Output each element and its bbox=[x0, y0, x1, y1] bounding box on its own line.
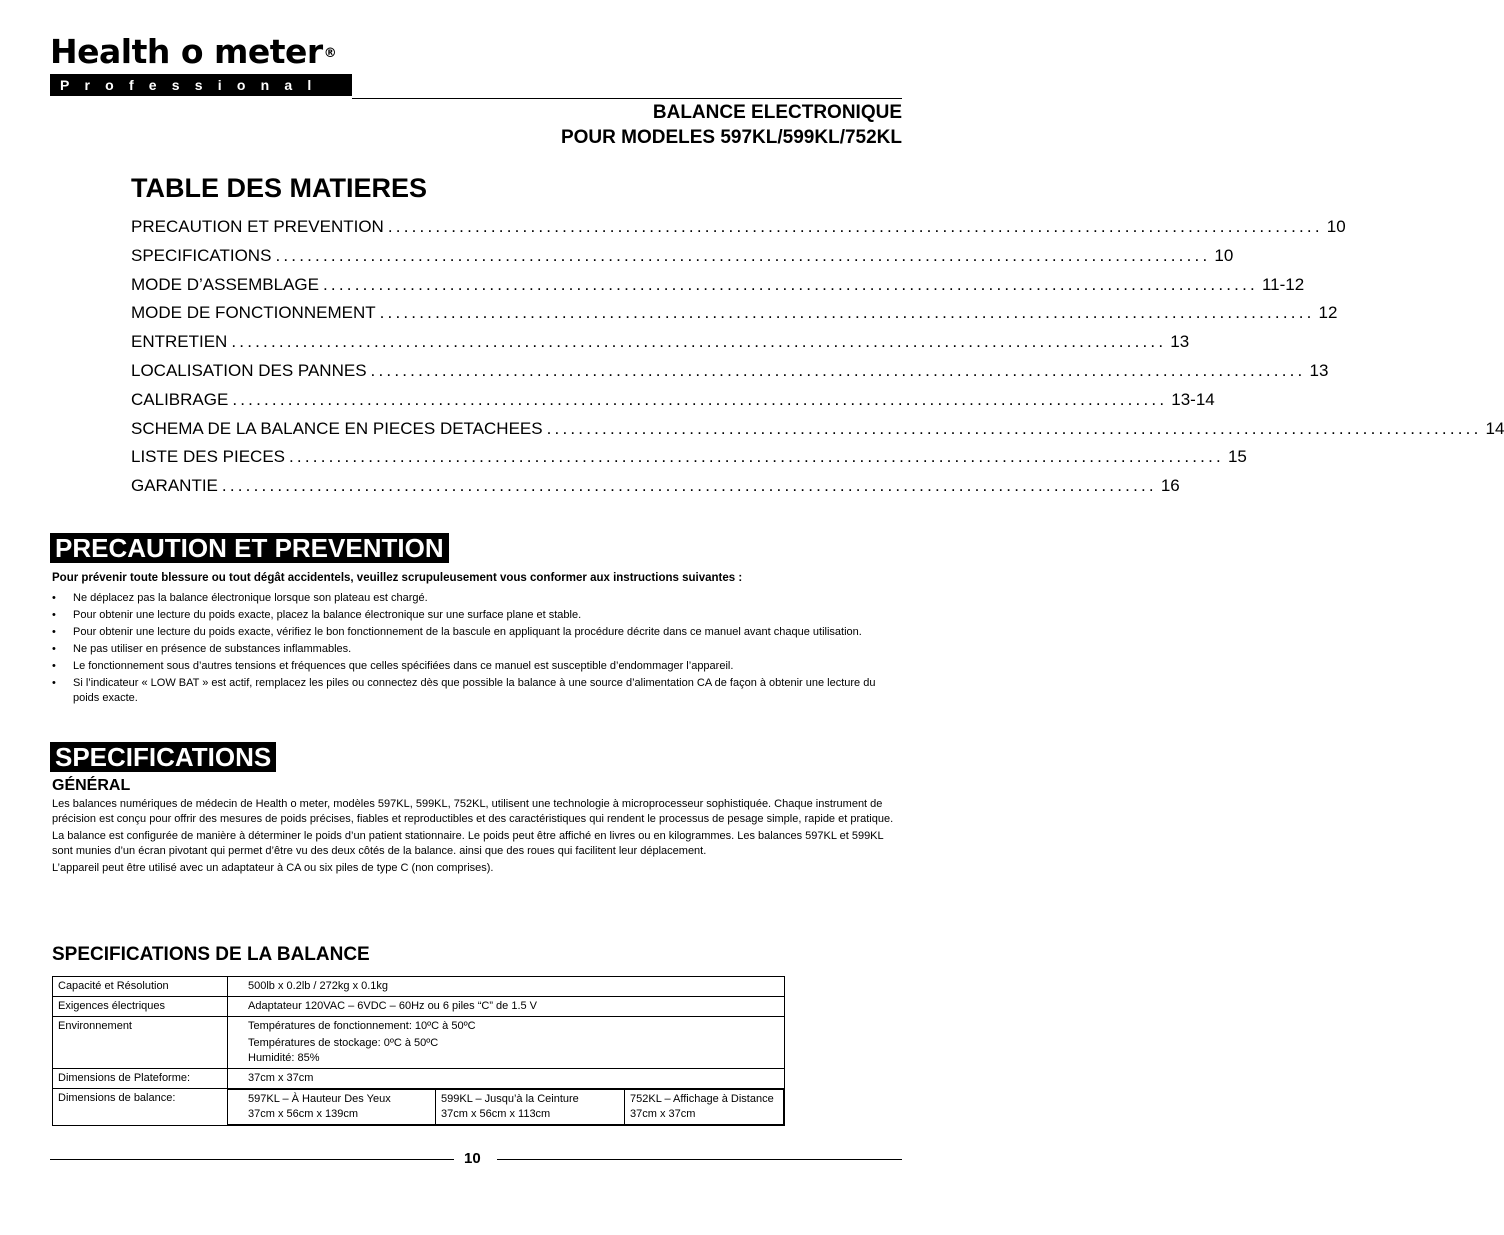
model-dims: 37cm x 37cm bbox=[630, 1108, 696, 1120]
table-row bbox=[53, 1089, 785, 1126]
specifications-banner: SPECIFICATIONS bbox=[50, 742, 276, 772]
precaution-list bbox=[52, 591, 902, 708]
general-paragraph: Les balances numériques de médecin de Health o meter, modèles 597KL, 599KL, 752KL, utilisent une technologie à microprocesseur sophistiquée. Chaque instrument de précision est conçu pour offrir des mesures de poids précises, fiables et reproductibles et des caractéristiques qui rendent le processus de pesage simple, rapide et pratique. bbox=[52, 798, 894, 826]
precaution-item: • Pour obtenir une lecture du poids exacte, placez la balance électronique sur une surface plane et stable. bbox=[52, 608, 902, 623]
env-operating: Températures de fonctionnement: 10ºC à 50ºC bbox=[248, 1020, 476, 1032]
toc-leader-dots: ...................................................................................................................... bbox=[379, 303, 1315, 323]
spec-label: Dimensions de balance: bbox=[53, 1089, 228, 1126]
toc-entry[interactable] bbox=[131, 443, 1247, 472]
brand-subtitle-bar: Professional bbox=[50, 74, 352, 96]
model-name: 597KL – À Hauteur Des Yeux bbox=[248, 1093, 391, 1105]
spec-label: Exigences électriques bbox=[53, 997, 228, 1017]
model-name: 599KL – Jusqu’à la Ceinture bbox=[441, 1093, 579, 1105]
toc-entry-page: 13-14 bbox=[1171, 389, 1215, 409]
table-row bbox=[53, 977, 785, 997]
general-paragraph: L’appareil peut être utilisé avec un adaptateur à CA ou six piles de type C (non comprises). bbox=[52, 861, 494, 874]
toc-entry-page: 15 bbox=[1227, 447, 1247, 467]
precaution-item: • Pour obtenir une lecture du poids exacte, vérifiez le bon fonctionnement de la bascule en appliquant la procédure décrite dans ce manuel avant chaque utilisation. bbox=[52, 625, 902, 640]
toc-leader-dots: ...................................................................................................................... bbox=[323, 274, 1258, 294]
toc-entry-page: 11-12 bbox=[1261, 274, 1305, 294]
model-dims: 37cm x 56cm x 113cm bbox=[441, 1108, 551, 1120]
model-dimensions bbox=[228, 1089, 784, 1125]
toc-entry-page: 10 bbox=[1326, 217, 1346, 236]
toc-entry[interactable] bbox=[131, 386, 1215, 415]
toc-leader-dots: ...................................................................................................................... bbox=[387, 217, 1323, 236]
toc-entry[interactable] bbox=[131, 472, 1180, 501]
spec-value bbox=[228, 1089, 785, 1126]
env-storage: Températures de stockage: 0ºC à 50ºC bbox=[248, 1037, 439, 1049]
spec-value: 37cm x 37cm bbox=[228, 1069, 785, 1089]
precaution-item: • Ne déplacez pas la balance électronique lorsque son plateau est chargé. bbox=[52, 591, 902, 606]
spec-label: Dimensions de Plateforme: bbox=[53, 1069, 228, 1089]
toc-entry[interactable] bbox=[131, 357, 1329, 386]
model-cell bbox=[625, 1090, 784, 1125]
table-row bbox=[53, 997, 785, 1017]
model-cell bbox=[228, 1090, 436, 1125]
toc-leader-dots: ...................................................................................................................... bbox=[232, 389, 1168, 409]
document-title bbox=[561, 100, 902, 150]
toc-entry-page: 10 bbox=[1214, 245, 1234, 265]
toc-entry[interactable] bbox=[131, 271, 1305, 300]
spec-value: Adaptateur 120VAC – 6VDC – 60Hz ou 6 piles “C” de 1.5 V bbox=[228, 997, 785, 1017]
toc-entry-label: LISTE DES PIECES bbox=[131, 447, 285, 467]
spec-label: Capacité et Résolution bbox=[53, 977, 228, 997]
spec-value: 500lb x 0.2lb / 272kg x 0.1kg bbox=[228, 977, 785, 997]
toc-heading: TABLE DES MATIERES bbox=[131, 173, 428, 203]
table-row bbox=[53, 1069, 785, 1089]
precaution-item: • Si l’indicateur « LOW BAT » est actif, remplacez les piles ou connectez dès que possible la balance à une source d’alimentation CA de façon à obtenir une lecture du poids exacte. bbox=[52, 676, 902, 705]
toc-leader-dots: ...................................................................................................................... bbox=[231, 332, 1167, 352]
scale-specs-heading: SPECIFICATIONS DE LA BALANCE bbox=[52, 944, 370, 965]
table-row bbox=[53, 1017, 785, 1069]
precaution-banner: PRECAUTION ET PREVENTION bbox=[50, 533, 449, 563]
footer-divider-right bbox=[497, 1159, 902, 1160]
toc-leader-dots: ...................................................................................................................... bbox=[546, 418, 1482, 438]
page-number: 10 bbox=[464, 1150, 481, 1167]
precaution-intro: Pour prévenir toute blessure ou tout dégât accidentels, veuillez scrupuleusement vous conformer aux instructions suivantes : bbox=[52, 572, 743, 584]
toc-leader-dots: ...................................................................................................................... bbox=[275, 245, 1211, 265]
toc-entry-label: CALIBRAGE bbox=[131, 389, 229, 409]
toc-entry-page: 14 bbox=[1485, 418, 1504, 438]
toc-entry-label: GARANTIE bbox=[131, 476, 218, 496]
toc-entry[interactable] bbox=[131, 242, 1234, 271]
toc-entry-label: MODE D’ASSEMBLAGE bbox=[131, 274, 319, 294]
toc-leader-dots: ...................................................................................................................... bbox=[221, 476, 1157, 496]
toc-entry-page: 13 bbox=[1309, 360, 1329, 380]
table-of-contents bbox=[131, 213, 1504, 501]
toc-entry-label: ENTRETIEN bbox=[131, 332, 228, 352]
toc-entry[interactable] bbox=[131, 213, 1346, 242]
precaution-item: • Le fonctionnement sous d’autres tensions et fréquences que celles spécifiées dans ce manuel est susceptible d’endommager l’appareil. bbox=[52, 659, 902, 674]
toc-entry[interactable] bbox=[131, 299, 1338, 328]
toc-entry-page: 13 bbox=[1170, 332, 1190, 352]
model-cell bbox=[436, 1090, 625, 1125]
toc-entry-page: 12 bbox=[1318, 303, 1338, 323]
spec-value bbox=[228, 1017, 785, 1069]
toc-entry-page: 16 bbox=[1160, 476, 1180, 496]
toc-entry[interactable] bbox=[131, 328, 1190, 357]
toc-entry-label: LOCALISATION DES PANNES bbox=[131, 360, 367, 380]
header-divider bbox=[352, 98, 902, 99]
general-text bbox=[52, 797, 902, 878]
spec-label: Environnement bbox=[53, 1017, 228, 1069]
env-humidity: Humidité: 85% bbox=[248, 1052, 320, 1064]
scale-specs-table bbox=[52, 976, 785, 1126]
brand-name: Health o meter® bbox=[50, 32, 337, 71]
footer-divider-left bbox=[50, 1159, 454, 1160]
document-title-line1: BALANCE ELECTRONIQUE bbox=[652, 102, 902, 123]
toc-entry-label: SCHEMA DE LA BALANCE EN PIECES DETACHEES bbox=[131, 418, 543, 438]
general-paragraph: La balance est configurée de manière à déterminer le poids d’un patient stationnaire. Le poids peut être affiché en livres ou en kilogrammes. Les balances 597KL et 599KL sont munies d’un écran pivotant qui permet d’être vu des deux côtés de la balance. ainsi que des roues qui facilitent leur déplacement. bbox=[52, 829, 884, 858]
general-heading: GÉNÉRAL bbox=[52, 777, 131, 794]
document-title-line2: POUR MODELES 597KL/599KL/752KL bbox=[560, 127, 902, 148]
toc-entry-label: SPECIFICATIONS bbox=[131, 245, 272, 265]
toc-entry[interactable] bbox=[131, 415, 1504, 444]
toc-leader-dots: ...................................................................................................................... bbox=[289, 447, 1224, 467]
precaution-item: • Ne pas utiliser en présence de substances inflammables. bbox=[52, 642, 902, 657]
toc-entry-label: MODE DE FONCTIONNEMENT bbox=[131, 303, 376, 323]
toc-entry-label: PRECAUTION ET PREVENTION bbox=[131, 217, 384, 236]
brand-logo bbox=[50, 34, 352, 96]
model-dims: 37cm x 56cm x 139cm bbox=[248, 1108, 359, 1120]
model-name: 752KL – Affichage à Distance bbox=[630, 1093, 774, 1105]
toc-leader-dots: ...................................................................................................................... bbox=[370, 360, 1306, 380]
